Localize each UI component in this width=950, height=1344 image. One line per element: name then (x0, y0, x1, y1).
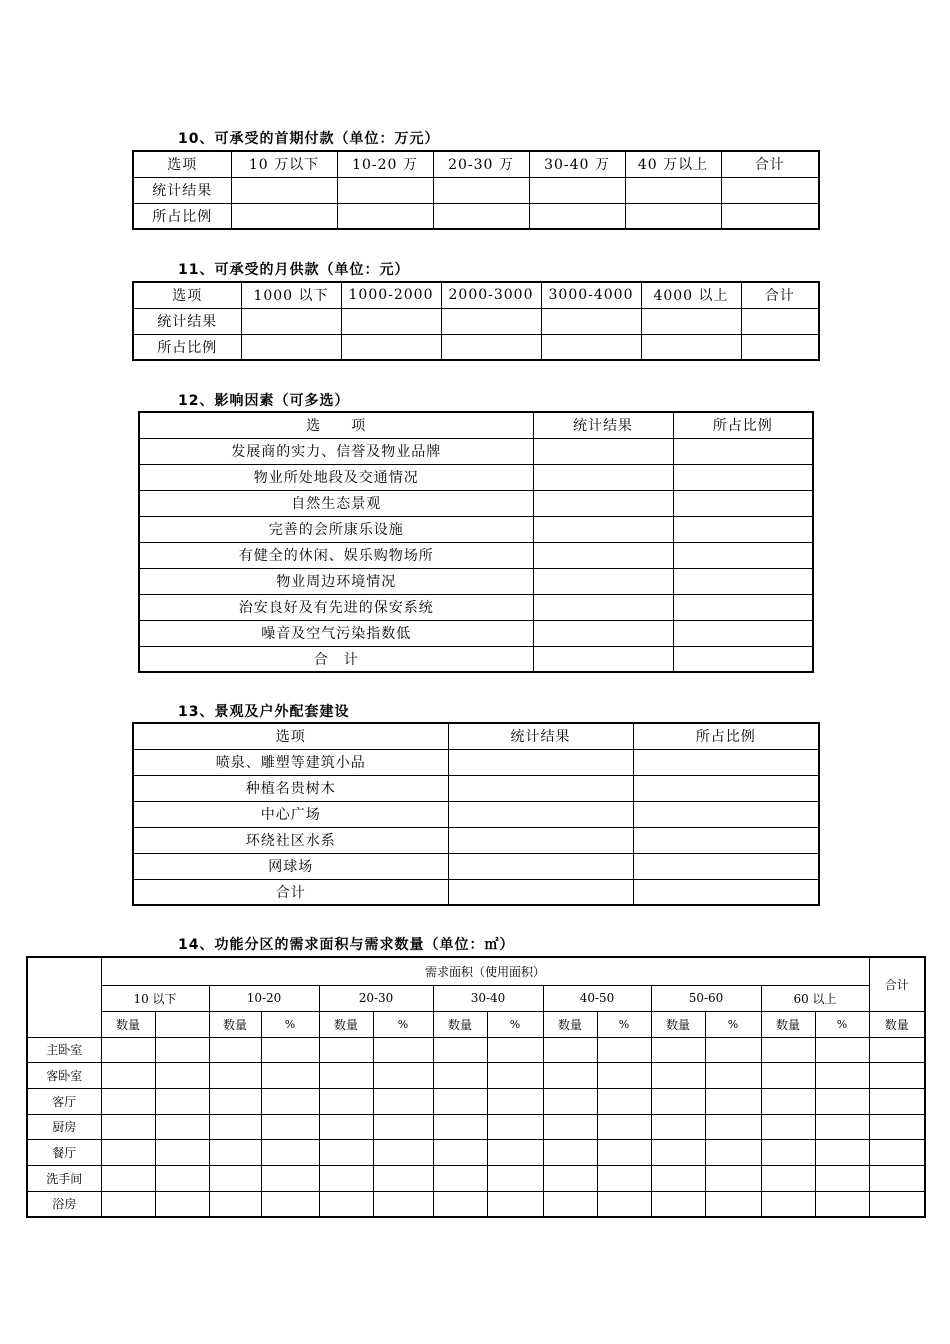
q14-qty-header: 数量 (651, 1011, 705, 1037)
q14-cell[interactable] (815, 1165, 869, 1191)
q13-table (132, 722, 820, 906)
q13-cell[interactable] (633, 749, 819, 775)
q14-row-label: 厨房 (27, 1114, 101, 1140)
q10-cell[interactable] (721, 203, 819, 229)
q14-qty-header: 数量 (101, 1011, 155, 1037)
q14-cell[interactable] (155, 1037, 209, 1063)
q14-cell[interactable] (101, 1191, 155, 1217)
q12-cell[interactable] (673, 516, 813, 542)
q10-cell[interactable] (337, 203, 433, 229)
q12-cell[interactable] (673, 646, 813, 672)
q14-cell[interactable] (101, 1088, 155, 1114)
q14-range-header: 30-40 (433, 985, 543, 1011)
q14-cell[interactable] (433, 1114, 487, 1140)
q14-cell[interactable] (373, 1114, 433, 1140)
q10-cell[interactable] (231, 203, 337, 229)
q10-header-range: 10-20 万 (337, 151, 433, 177)
q14-row-label: 浴房 (27, 1191, 101, 1217)
q14-cell[interactable] (543, 1191, 597, 1217)
q14-blank-header (155, 1011, 209, 1037)
q14-cell[interactable] (209, 1088, 261, 1114)
q12-cell[interactable] (533, 646, 673, 672)
q14-cell[interactable] (761, 1165, 815, 1191)
q13-title: 13、景观及户外配套建设 (178, 704, 350, 720)
q12-title: 12、影响因素（可多选） (178, 393, 350, 409)
q10-cell[interactable] (231, 177, 337, 203)
q14-qty-header: 数量 (869, 1011, 925, 1037)
q11-header-option: 选项 (133, 282, 241, 308)
q14-range-header: 20-30 (319, 985, 433, 1011)
q14-cell[interactable] (651, 1140, 705, 1166)
q14-cell[interactable] (155, 1165, 209, 1191)
q14-cell[interactable] (209, 1165, 261, 1191)
q14-cell[interactable] (597, 1140, 651, 1166)
q14-cell[interactable] (209, 1140, 261, 1166)
q14-cell[interactable] (815, 1037, 869, 1063)
q14-qty-header: 数量 (543, 1011, 597, 1037)
q13-cell[interactable] (633, 827, 819, 853)
q14-cell[interactable] (155, 1088, 209, 1114)
q14-row-label: 主卧室 (27, 1037, 101, 1063)
q11-cell[interactable] (641, 308, 741, 334)
q10-cell[interactable] (625, 203, 721, 229)
q12-header-ratio: 所占比例 (673, 412, 813, 438)
q14-qty-header: 数量 (433, 1011, 487, 1037)
q14-cell[interactable] (651, 1063, 705, 1089)
q13-cell[interactable] (448, 801, 633, 827)
q14-row-label: 餐厅 (27, 1140, 101, 1166)
q11-cell[interactable] (341, 308, 441, 334)
q14-range-header: 60 以上 (761, 985, 869, 1011)
q10-header-total: 合计 (721, 151, 819, 177)
q11-header-range: 1000-2000 (341, 282, 441, 308)
q12-cell[interactable] (673, 490, 813, 516)
q11-header-range: 2000-3000 (441, 282, 541, 308)
q12-header-option: 选 项 (139, 412, 533, 438)
q14-corner-cell (27, 957, 101, 1037)
q14-title: 14、功能分区的需求面积与需求数量（单位：㎡） (178, 937, 515, 953)
q14-cell[interactable] (597, 1165, 651, 1191)
q14-cell[interactable] (319, 1088, 373, 1114)
q10-cell[interactable] (625, 177, 721, 203)
q12-table (138, 411, 814, 673)
q14-cell[interactable] (433, 1037, 487, 1063)
q14-cell[interactable] (597, 1191, 651, 1217)
q13-row-total: 合计 (133, 879, 448, 905)
q12-cell[interactable] (533, 464, 673, 490)
q14-cell[interactable] (155, 1063, 209, 1089)
q14-cell[interactable] (155, 1114, 209, 1140)
q13-row-label: 种植名贵树木 (133, 775, 448, 801)
q13-header-result: 统计结果 (448, 723, 633, 749)
q11-cell[interactable] (341, 334, 441, 360)
q11-row-label: 统计结果 (133, 308, 241, 334)
q14-cell[interactable] (101, 1114, 155, 1140)
q14-cell[interactable] (487, 1088, 543, 1114)
q11-header-total: 合计 (741, 282, 819, 308)
q14-cell[interactable] (373, 1140, 433, 1166)
q14-range-header: 40-50 (543, 985, 651, 1011)
q14-cell[interactable] (101, 1063, 155, 1089)
q11-cell[interactable] (641, 334, 741, 360)
q14-cell[interactable] (261, 1114, 319, 1140)
q12-cell[interactable] (673, 542, 813, 568)
q10-cell[interactable] (529, 203, 625, 229)
q14-cell[interactable] (543, 1114, 597, 1140)
q14-cell[interactable] (101, 1037, 155, 1063)
q14-group-header: 需求面积（使用面积） (101, 957, 869, 985)
q14-cell[interactable] (651, 1037, 705, 1063)
q14-cell[interactable] (209, 1037, 261, 1063)
q10-header-option: 选项 (133, 151, 231, 177)
q12-row-label: 噪音及空气污染指数低 (139, 620, 533, 646)
q12-row-label: 自然生态景观 (139, 490, 533, 516)
q14-cell[interactable] (761, 1063, 815, 1089)
q14-cell[interactable] (433, 1088, 487, 1114)
q12-cell[interactable] (673, 568, 813, 594)
q14-cell[interactable] (869, 1037, 925, 1063)
q14-cell[interactable] (815, 1191, 869, 1217)
q14-cell[interactable] (651, 1114, 705, 1140)
q14-cell[interactable] (101, 1140, 155, 1166)
q11-cell[interactable] (541, 308, 641, 334)
q14-cell[interactable] (597, 1088, 651, 1114)
q14-cell[interactable] (705, 1088, 761, 1114)
q14-cell[interactable] (543, 1165, 597, 1191)
q14-cell[interactable] (543, 1140, 597, 1166)
q13-cell[interactable] (448, 775, 633, 801)
q14-pct-header: % (705, 1011, 761, 1037)
q14-row-label: 洗手间 (27, 1165, 101, 1191)
q14-cell[interactable] (319, 1140, 373, 1166)
q14-cell[interactable] (869, 1191, 925, 1217)
q14-cell[interactable] (815, 1088, 869, 1114)
q14-pct-header: % (815, 1011, 869, 1037)
q14-cell[interactable] (209, 1063, 261, 1089)
q14-cell[interactable] (869, 1165, 925, 1191)
q14-cell[interactable] (705, 1165, 761, 1191)
q12-row-label: 治安良好及有先进的保安系统 (139, 594, 533, 620)
q10-header-range: 40 万以上 (625, 151, 721, 177)
q12-row-label: 有健全的休闲、娱乐购物场所 (139, 542, 533, 568)
q14-pct-header: % (487, 1011, 543, 1037)
q14-cell[interactable] (155, 1191, 209, 1217)
q10-cell[interactable] (433, 177, 529, 203)
q13-cell[interactable] (448, 749, 633, 775)
q14-cell[interactable] (705, 1140, 761, 1166)
q14-cell[interactable] (373, 1191, 433, 1217)
q12-row-label: 发展商的实力、信誉及物业品牌 (139, 438, 533, 464)
q14-cell[interactable] (319, 1037, 373, 1063)
q13-cell[interactable] (633, 801, 819, 827)
q13-row-label: 中心广场 (133, 801, 448, 827)
q14-cell[interactable] (761, 1140, 815, 1166)
q14-pct-header: % (597, 1011, 651, 1037)
q12-cell[interactable] (533, 490, 673, 516)
q14-cell[interactable] (373, 1063, 433, 1089)
q14-cell[interactable] (705, 1114, 761, 1140)
q14-cell[interactable] (433, 1063, 487, 1089)
q14-cell[interactable] (543, 1063, 597, 1089)
q14-cell[interactable] (261, 1037, 319, 1063)
q10-header-range: 10 万以下 (231, 151, 337, 177)
q14-range-header: 50-60 (651, 985, 761, 1011)
q13-cell[interactable] (633, 879, 819, 905)
q14-range-header: 10 以下 (101, 985, 209, 1011)
q14-cell[interactable] (487, 1063, 543, 1089)
q13-header-ratio: 所占比例 (633, 723, 819, 749)
q12-cell[interactable] (533, 620, 673, 646)
q13-cell[interactable] (448, 879, 633, 905)
q14-cell[interactable] (261, 1165, 319, 1191)
q14-cell[interactable] (433, 1140, 487, 1166)
q13-row-label: 网球场 (133, 853, 448, 879)
q13-cell[interactable] (633, 775, 819, 801)
q14-cell[interactable] (319, 1063, 373, 1089)
q14-cell[interactable] (761, 1191, 815, 1217)
q14-cell[interactable] (261, 1191, 319, 1217)
q12-cell[interactable] (673, 620, 813, 646)
q14-cell[interactable] (261, 1088, 319, 1114)
q14-cell[interactable] (815, 1063, 869, 1089)
q14-total-header: 合计 (869, 957, 925, 1011)
q10-row-label: 所占比例 (133, 203, 231, 229)
q11-table (132, 281, 820, 361)
q13-cell[interactable] (633, 853, 819, 879)
q14-cell[interactable] (373, 1088, 433, 1114)
q14-cell[interactable] (705, 1191, 761, 1217)
q10-title: 10、可承受的首期付款（单位：万元） (178, 131, 440, 147)
q12-header-result: 统计结果 (533, 412, 673, 438)
q14-cell[interactable] (761, 1114, 815, 1140)
q14-table (26, 956, 926, 1218)
q14-cell[interactable] (319, 1114, 373, 1140)
q10-cell[interactable] (529, 177, 625, 203)
q14-qty-header: 数量 (209, 1011, 261, 1037)
q14-cell[interactable] (319, 1191, 373, 1217)
q14-pct-header: % (373, 1011, 433, 1037)
q14-cell[interactable] (761, 1037, 815, 1063)
q11-title: 11、可承受的月供款（单位：元） (178, 262, 410, 278)
q10-cell[interactable] (433, 203, 529, 229)
q12-cell[interactable] (533, 516, 673, 542)
q13-cell[interactable] (448, 853, 633, 879)
q12-cell[interactable] (673, 438, 813, 464)
q14-cell[interactable] (373, 1165, 433, 1191)
q14-cell[interactable] (597, 1114, 651, 1140)
q11-cell[interactable] (741, 308, 819, 334)
q14-cell[interactable] (261, 1140, 319, 1166)
q14-cell[interactable] (597, 1063, 651, 1089)
q14-cell[interactable] (543, 1037, 597, 1063)
q11-cell[interactable] (441, 334, 541, 360)
q10-table (132, 150, 820, 230)
q14-cell[interactable] (487, 1114, 543, 1140)
q10-cell[interactable] (337, 177, 433, 203)
q11-cell[interactable] (441, 308, 541, 334)
q12-cell[interactable] (673, 594, 813, 620)
q12-cell[interactable] (673, 464, 813, 490)
q14-cell[interactable] (815, 1140, 869, 1166)
q10-row-label: 统计结果 (133, 177, 231, 203)
q14-cell[interactable] (433, 1191, 487, 1217)
q11-header-range: 1000 以下 (241, 282, 341, 308)
q14-cell[interactable] (651, 1191, 705, 1217)
q10-header-range: 30-40 万 (529, 151, 625, 177)
q12-cell[interactable] (533, 568, 673, 594)
q12-cell[interactable] (533, 594, 673, 620)
q14-cell[interactable] (209, 1114, 261, 1140)
q11-row-label: 所占比例 (133, 334, 241, 360)
q13-row-label: 喷泉、雕塑等建筑小品 (133, 749, 448, 775)
q14-cell[interactable] (705, 1063, 761, 1089)
q14-cell[interactable] (597, 1037, 651, 1063)
q14-cell[interactable] (433, 1165, 487, 1191)
q14-cell[interactable] (155, 1140, 209, 1166)
q14-cell[interactable] (869, 1063, 925, 1089)
q14-cell[interactable] (815, 1114, 869, 1140)
q14-cell[interactable] (487, 1191, 543, 1217)
q14-cell[interactable] (209, 1191, 261, 1217)
q14-cell[interactable] (487, 1165, 543, 1191)
q12-row-label: 物业周边环境情况 (139, 568, 533, 594)
q13-header-option: 选项 (133, 723, 448, 749)
q14-row-label: 客厅 (27, 1088, 101, 1114)
q12-row-total: 合 计 (139, 646, 533, 672)
q10-header-range: 20-30 万 (433, 151, 529, 177)
q13-cell[interactable] (448, 827, 633, 853)
q11-cell[interactable] (241, 334, 341, 360)
q14-cell[interactable] (543, 1088, 597, 1114)
q11-header-range: 4000 以上 (641, 282, 741, 308)
q14-range-header: 10-20 (209, 985, 319, 1011)
q14-cell[interactable] (487, 1140, 543, 1166)
q12-row-label: 完善的会所康乐设施 (139, 516, 533, 542)
q11-header-range: 3000-4000 (541, 282, 641, 308)
q14-cell[interactable] (651, 1165, 705, 1191)
q12-row-label: 物业所处地段及交通情况 (139, 464, 533, 490)
q14-cell[interactable] (373, 1037, 433, 1063)
q14-cell[interactable] (869, 1140, 925, 1166)
q14-cell[interactable] (705, 1037, 761, 1063)
q14-pct-header: % (261, 1011, 319, 1037)
q13-row-label: 环绕社区水系 (133, 827, 448, 853)
q11-cell[interactable] (741, 334, 819, 360)
q14-cell[interactable] (761, 1088, 815, 1114)
q11-cell[interactable] (241, 308, 341, 334)
q14-row-label: 客卧室 (27, 1063, 101, 1089)
q14-cell[interactable] (651, 1088, 705, 1114)
q14-cell[interactable] (319, 1165, 373, 1191)
q14-cell[interactable] (869, 1114, 925, 1140)
q14-cell[interactable] (487, 1037, 543, 1063)
q14-cell[interactable] (261, 1063, 319, 1089)
q14-qty-header: 数量 (319, 1011, 373, 1037)
q14-qty-header: 数量 (761, 1011, 815, 1037)
q14-cell[interactable] (869, 1088, 925, 1114)
q12-cell[interactable] (533, 438, 673, 464)
q10-cell[interactable] (721, 177, 819, 203)
q12-cell[interactable] (533, 542, 673, 568)
q11-cell[interactable] (541, 334, 641, 360)
q14-cell[interactable] (101, 1165, 155, 1191)
